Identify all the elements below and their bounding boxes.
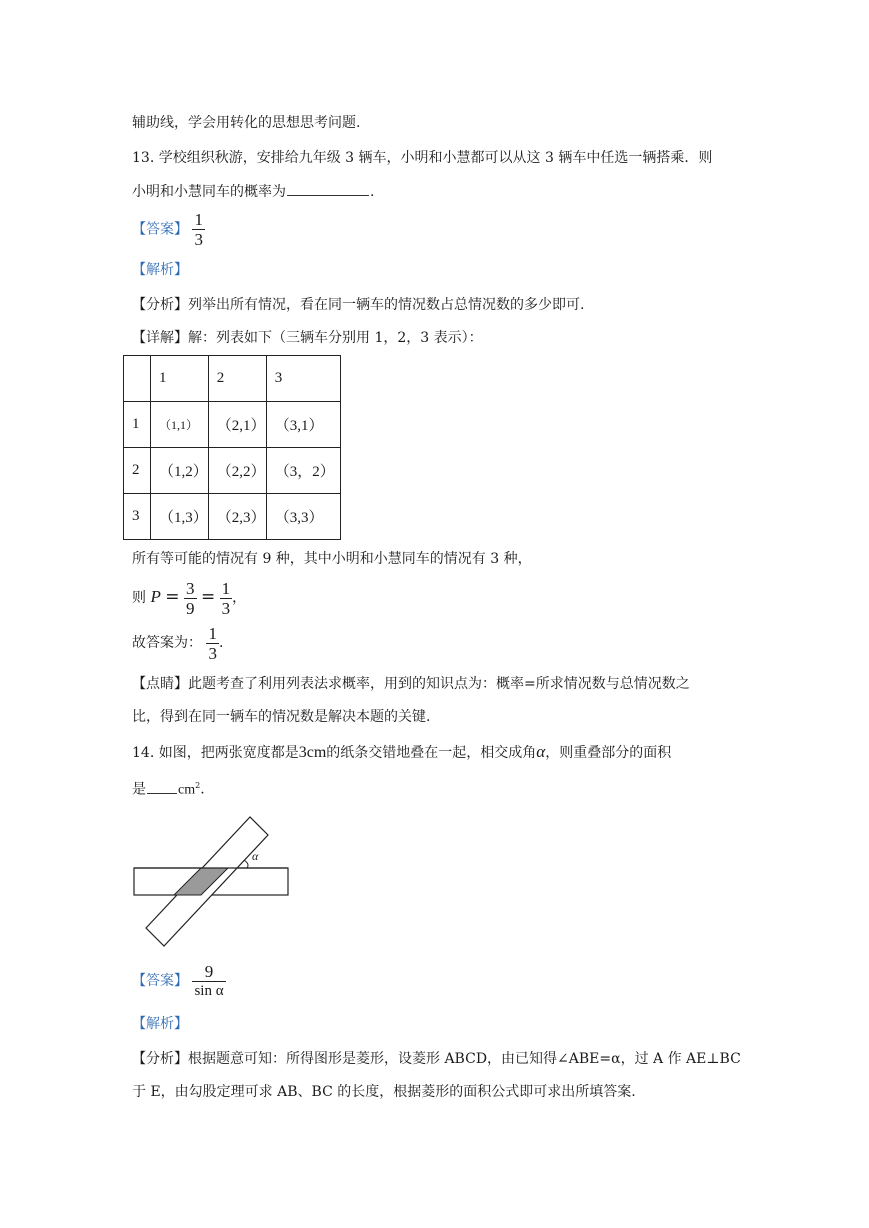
- dianjing-text: 此题考查了利用列表法求概率，用到的知识点为：概率=所求情况数与总情况数之: [188, 676, 690, 692]
- answer-14: [132, 958, 226, 1004]
- q14-width: 3cm: [298, 744, 327, 761]
- answer-tag: 【答案】: [132, 221, 188, 238]
- fenxi-text: 根据题意可知：所得图形是菱形，设菱形 ABCD，由已知得∠ABE=α，过 A 作 AE⊥BC: [188, 1051, 741, 1067]
- fraction-denominator: 3: [221, 598, 231, 618]
- fenxi-text: 列举出所有情况，看在同一辆车的情况数占总情况数的多少即可.: [188, 297, 585, 313]
- fraction-denominator: 3: [194, 230, 203, 249]
- fenxi-tag: 【分析】: [132, 1051, 188, 1067]
- paper-strips-diagram: [130, 812, 295, 952]
- fraction-1-3: [220, 579, 233, 618]
- period: .: [218, 635, 224, 651]
- equals: =: [200, 587, 216, 607]
- table-header-row: [124, 356, 341, 402]
- table-row: [124, 402, 341, 448]
- table-cell: （1,3）: [151, 494, 209, 540]
- table-cell: （2,1）: [208, 402, 266, 448]
- text-line: 辅助线，学会用转化的思想思考问题.: [132, 115, 361, 131]
- fraction-numerator: 3: [186, 578, 195, 598]
- table-cell: （2,2）: [208, 448, 266, 494]
- table-cell: 3: [124, 494, 151, 540]
- question-14-line-1: [132, 742, 671, 763]
- p-symbol: P: [150, 587, 161, 606]
- table-cell: （3,3）: [266, 494, 340, 540]
- fraction-numerator: 1: [194, 210, 203, 229]
- table-cell: 1: [124, 402, 151, 448]
- table-cell: （2,3）: [208, 494, 266, 540]
- question-13-line-2: [132, 182, 374, 202]
- question-14-line-2: [132, 776, 205, 801]
- table-row: [124, 448, 341, 494]
- table-cell: 2: [124, 448, 151, 494]
- fraction-numerator: 1: [208, 623, 217, 643]
- dianjing-tag: 【点睛】: [132, 676, 188, 692]
- equals: =: [165, 587, 180, 607]
- comma: ，: [232, 590, 247, 606]
- table-cell: 3: [266, 356, 340, 402]
- fraction-denominator: 9: [186, 598, 195, 618]
- outcome-table: [123, 355, 341, 540]
- dianjing-line-1: [132, 674, 690, 694]
- table-cell: 2: [208, 356, 266, 402]
- table-row: [124, 494, 341, 540]
- final-fraction: [206, 624, 219, 663]
- fraction-numerator: 9: [204, 961, 214, 981]
- table-cell: （3,1）: [266, 402, 340, 448]
- q14-text: 的纸条交错地叠在一起，相交成角: [326, 745, 537, 761]
- unit-cm: cm: [178, 782, 196, 798]
- answer-tag: 【答案】: [132, 973, 188, 989]
- answer-14-fraction: [192, 962, 225, 1001]
- unit-exponent: 2: [195, 781, 201, 790]
- analysis-tag: 【解析】: [132, 262, 188, 278]
- table-cell: （1,1）: [151, 402, 209, 448]
- fenxi-13: [132, 295, 584, 315]
- alpha-symbol: α: [536, 742, 546, 761]
- fraction-denominator: sin α: [194, 982, 224, 999]
- fenxi-14-line-1: [132, 1049, 741, 1069]
- answer-13-fraction: [192, 210, 205, 249]
- q14-text: ，则重叠部分的面积: [545, 745, 672, 761]
- q14-text: 14. 如图，把两张宽度都是: [132, 745, 299, 761]
- angle-label: α: [252, 849, 259, 863]
- answer-blank: [287, 182, 369, 196]
- xiangjie-tag: 【详解】: [132, 330, 188, 346]
- q14-period: .: [200, 781, 205, 798]
- fenxi-tag: 【分析】: [132, 297, 188, 313]
- fraction-denominator: 3: [208, 643, 217, 663]
- xiangjie-13: [132, 328, 483, 348]
- dianjing-line-2: 比，得到在同一辆车的情况数是解决本题的关键.: [132, 709, 431, 725]
- ze-text: 则: [132, 590, 146, 606]
- table-cell: （1,2）: [151, 448, 209, 494]
- table-cell: [124, 356, 151, 402]
- xiangjie-text: 解：列表如下（三辆车分别用 1，2，3 表示）：: [188, 330, 483, 346]
- q13-text: 小明和小慧同车的概率为: [132, 184, 286, 200]
- answer-blank: [147, 780, 177, 794]
- all-cases-line: 所有等可能的情况有 9 种，其中小明和小慧同车的情况有 3 种，: [132, 551, 532, 567]
- question-13-line-1: 13. 学校组织秋游，安排给九年级 3 辆车，小明和小慧都可以从这 3 辆车中任选一辆搭乘．则: [132, 150, 713, 166]
- fraction-numerator: 1: [221, 578, 231, 598]
- probability-line: [132, 576, 246, 619]
- q14-text: 是: [132, 781, 146, 798]
- table-cell: 1: [151, 356, 209, 402]
- q13-period: .: [370, 184, 375, 200]
- guda-text: 故答案为：: [132, 635, 202, 651]
- final-answer-13: [132, 622, 223, 664]
- angle-arc: [244, 860, 248, 868]
- analysis-tag: 【解析】: [132, 1016, 188, 1032]
- answer-13: [132, 210, 205, 249]
- fraction-3-9: [184, 579, 197, 618]
- fenxi-14-line-2: 于 E，由勾股定理可求 AB、BC 的长度，根据菱形的面积公式即可求出所填答案.: [132, 1084, 636, 1100]
- table-cell: （3，2）: [266, 448, 340, 494]
